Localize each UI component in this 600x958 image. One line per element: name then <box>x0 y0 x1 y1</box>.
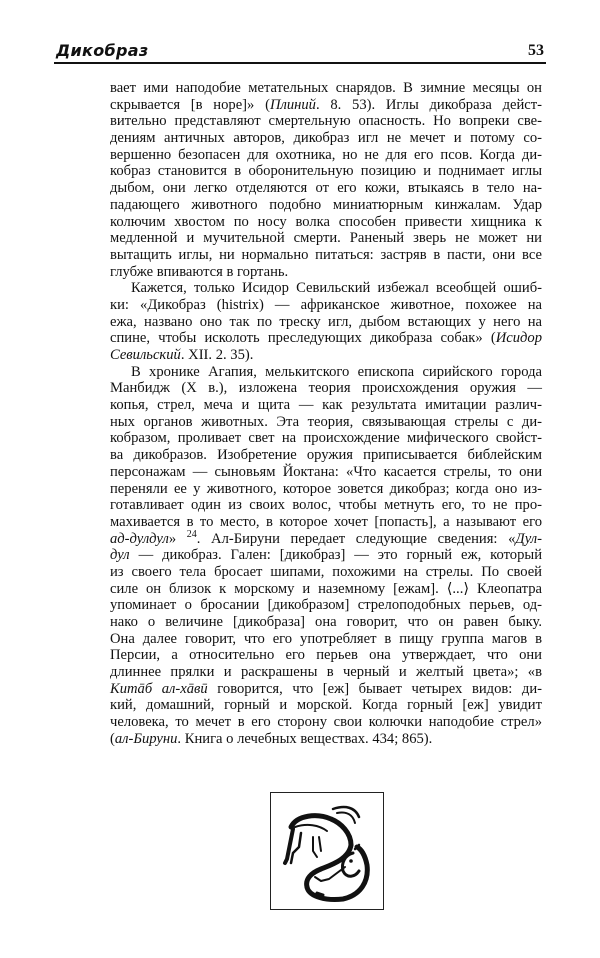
animal-ornament-icon <box>271 793 382 908</box>
text-line: ва дикобразов. Изобретение оружия приписывается библейским <box>110 447 542 464</box>
text-line: ных органов животных. Эта теория, связывающая стрелы с ди- <box>110 413 542 430</box>
vignette-illustration <box>270 792 384 910</box>
term-ad-duldul: ад-дулдул <box>110 530 169 547</box>
text-line: Персии, а относительно его перьев она утверждает, что они <box>110 647 542 664</box>
text-line: вершенно безопасен для охотника, но не для его псов. Когда ди- <box>110 146 542 163</box>
text-line: Китāб ал-хāвӣ говорится, что [еж] бывает четырех видов: ди- <box>110 680 542 697</box>
body-text <box>110 80 542 748</box>
text-line: вительно представляют смертельную опасность. Но вопреки све- <box>110 113 542 130</box>
text-line: кий, домашний, горный и морской. Когда горный [еж] увидит <box>110 697 542 714</box>
text-line: из своего тела бросает шипами, похожими на стрелы. По своей <box>110 563 542 580</box>
text-line: нако о величине [дикобраза] она говорит, что он равен быку. <box>110 614 542 630</box>
text-line: вает ими наподобие метательных снарядов. В зимние месяцы он <box>110 80 542 96</box>
term-duldul-1: Дул- <box>515 530 542 547</box>
running-title: Дикобраз <box>56 41 149 60</box>
text-line: готавливает один из своих волос, чтобы метнуть его, то не про- <box>110 497 542 514</box>
text-line: Кажется, только Исидор Севильский избежал всеобщей ошиб- <box>131 280 542 297</box>
term-kitab-al-hawi: Китāб ал-хāвӣ <box>110 680 208 697</box>
text-line: персонажам — сыновьям Йоктана: «Что касается стрелы, то они <box>110 463 542 480</box>
text-line: ад-дулдул» $^{24}$. Ал-Бируни передает следующие сведения: «Дул- <box>110 528 542 547</box>
paragraph-1 <box>110 80 542 280</box>
text-line: Севильский. XII. 2. 35). <box>110 347 254 363</box>
text-line: кобразом, проливает свет на происхождение мифического свойст- <box>110 430 542 447</box>
citation-isidore: Исидор <box>495 330 542 347</box>
citation-al-biruni: ал-Бируни <box>114 730 178 747</box>
text-line: упоминает о бросании [дикобразом] стрелоподобных перьев, од- <box>110 597 542 614</box>
text-line: длиннее прялки и раскрашены в черный и желтый цвета»; «в <box>110 664 542 681</box>
text-line: человека, то мечет в его сторону свои колючки наподобие стрел» <box>110 714 542 731</box>
text-line: дул — дикобраз. Гален: [дикобраз] — это горный еж, который <box>110 547 542 564</box>
text-line: спине, чтобы исколоть преследующих дикобраза собак» (Исидор <box>110 330 542 347</box>
text-line: Манбидж (X в.), изложена теория происхождения оружия — <box>110 380 542 397</box>
text-line: падающего животного подобно миниатюрным кинжалам. Удар <box>110 196 542 213</box>
text-line: кобраз становится в оборонительную позицию и поднимает иглы <box>110 163 542 180</box>
text-line: колючим хвостом по носу волка способен привести хищника к <box>110 213 542 230</box>
text-line: (ал-Бируни. Книга о лечебных веществах. 434; 865). <box>110 730 433 747</box>
text-line: скрывается [в норе]» (Плиний. 8. 53). Иглы дикобраза дейст- <box>110 96 542 113</box>
paragraph-2 <box>110 280 542 363</box>
paragraph-3 <box>110 364 542 748</box>
footnote-ref: 24 <box>186 528 197 540</box>
text-line: переняли ее у животного, которое зовется дикобраз; когда оно из- <box>110 480 542 497</box>
text-line: махивается в то место, в которое хочет [попасть], а называют его <box>110 513 542 530</box>
citation-sevilsky: Севильский <box>110 347 181 363</box>
text-line: ежа, названо оно так по треску игл, дыбом встающих у него на <box>110 313 542 330</box>
text-line: ки: «Дикобраз (histrix) — африканское животное, похожее на <box>110 296 542 313</box>
citation-pliny: Плиний <box>269 96 316 113</box>
term-duldul-2: дул <box>110 547 130 564</box>
text-line: Она далее говорит, что его употребляет в пищу группа магов в <box>110 630 542 647</box>
text-line: силе он близок к морскому и наземному [ежам]. ⟨...⟩ Клеопатра <box>110 580 542 597</box>
text-line: медленной и мучительной смерти. Раненый зверь не может ни <box>110 230 542 247</box>
text-line: копья, стрел, меча и щита — как результата имитации различ- <box>110 397 542 414</box>
text-line: глубже впиваются в гортань. <box>110 263 289 280</box>
page-number: 53 <box>528 42 544 59</box>
text-line: дыбом, они легко отделяются от его кожи, втыкаясь в тело на- <box>110 180 542 197</box>
text-line: дениям античных авторов, дикобраз игл не мечет и потому со- <box>110 130 542 147</box>
text-line: В хронике Агапия, мелькитского епископа сирийского города <box>131 363 542 380</box>
text-line: вытащить иглы, ни нормально питаться: застряв в пасти, они все <box>110 246 542 263</box>
running-head <box>54 40 546 64</box>
